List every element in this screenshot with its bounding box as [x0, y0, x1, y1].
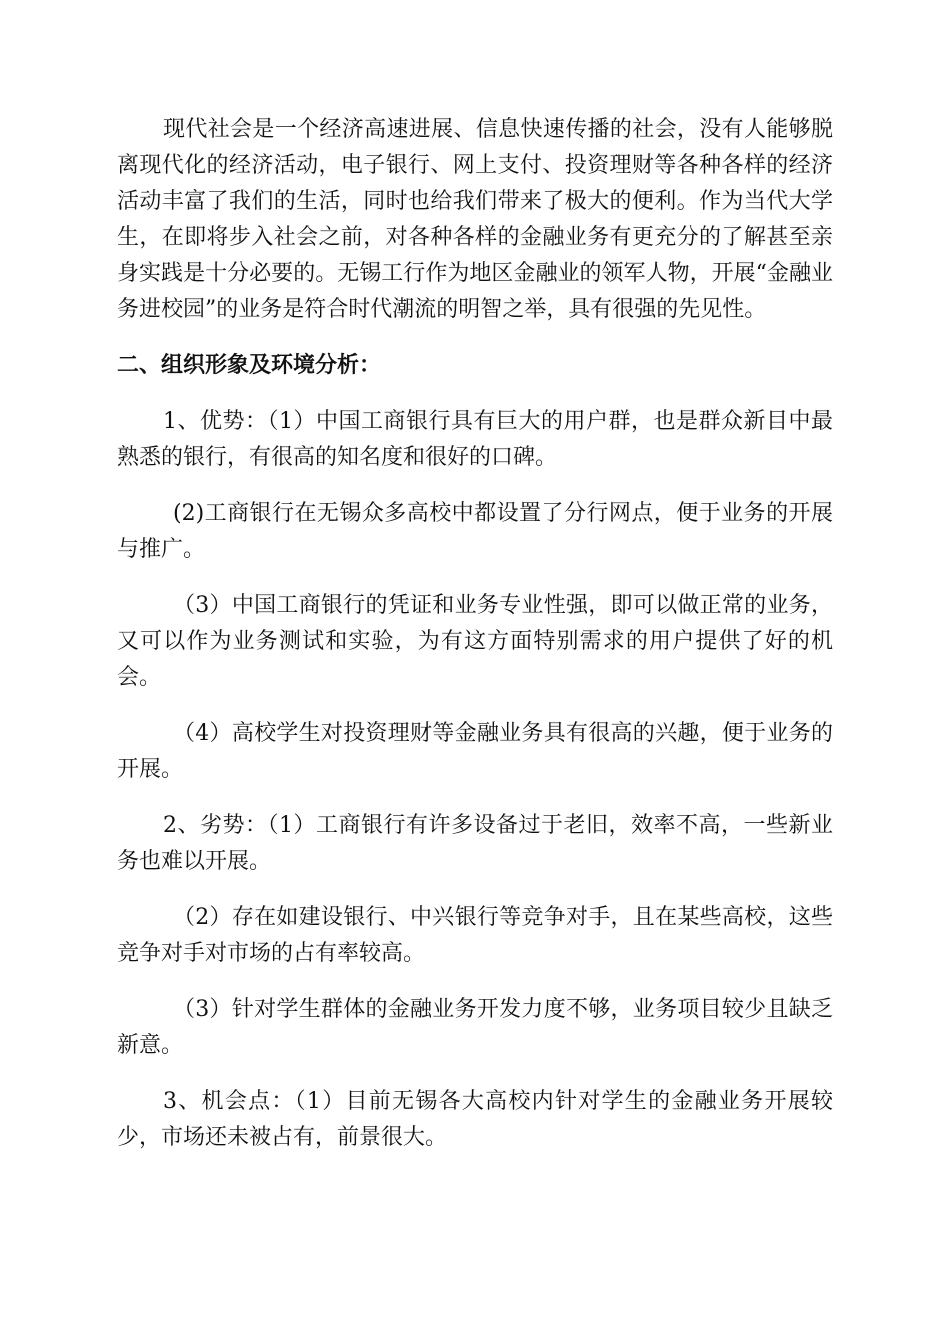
weakness-paragraph-2: （2）存在如建设银行、中兴银行等竞争对手，且在某些高校，这些竞争对手对市场的占有率较高。	[117, 905, 833, 966]
weakness-paragraph-3: （3）针对学生群体的金融业务开发力度不够，业务项目较少且缺乏新意。	[117, 997, 833, 1058]
document-page	[117, 112, 833, 1156]
opportunity-paragraph-1: 3、机会点：（1）目前无锡各大高校内针对学生的金融业务开展较少，市场还未被占有，前景很大。	[117, 1089, 833, 1150]
strength-paragraph-2: (2)工商银行在无锡众多高校中都设置了分行网点，便于业务的开展与推广。	[117, 501, 833, 562]
weakness-paragraph-1: 2、劣势：（1）工商银行有许多设备过于老旧，效率不高，一些新业务也难以开展。	[117, 813, 833, 874]
strength-paragraph-1: 1、优势：（1）中国工商银行具有巨大的用户群，也是群众新目中最熟悉的银行，有很高的知名度和很好的口碑。	[117, 409, 833, 470]
strength-paragraph-3: （3）中国工商银行的凭证和业务专业性强，即可以做正常的业务，又可以作为业务测试和实验，为有这方面特别需求的用户提供了好的机会。	[117, 593, 833, 690]
strength-paragraph-4: （4）高校学生对投资理财等金融业务具有很高的兴趣，便于业务的开展。	[117, 721, 833, 782]
section-heading: 二、组织形象及环境分析：	[117, 353, 382, 378]
intro-paragraph: 现代社会是一个经济高速进展、信息快速传播的社会，没有人能够脱离现代化的经济活动，电子银行、网上支付、投资理财等各种各样的经济活动丰富了我们的生活，同时也给我们带来了极大的便利。作为当代大学生，在即将步入社会之前，对各种各样的金融业务有更充分的了解甚至亲身实践是十分必要的。无锡工行作为地区金融业的领军人物，开展“金融业务进校园”的业务是符合时代潮流的明智之举，具有很强的先见性。	[117, 117, 833, 322]
